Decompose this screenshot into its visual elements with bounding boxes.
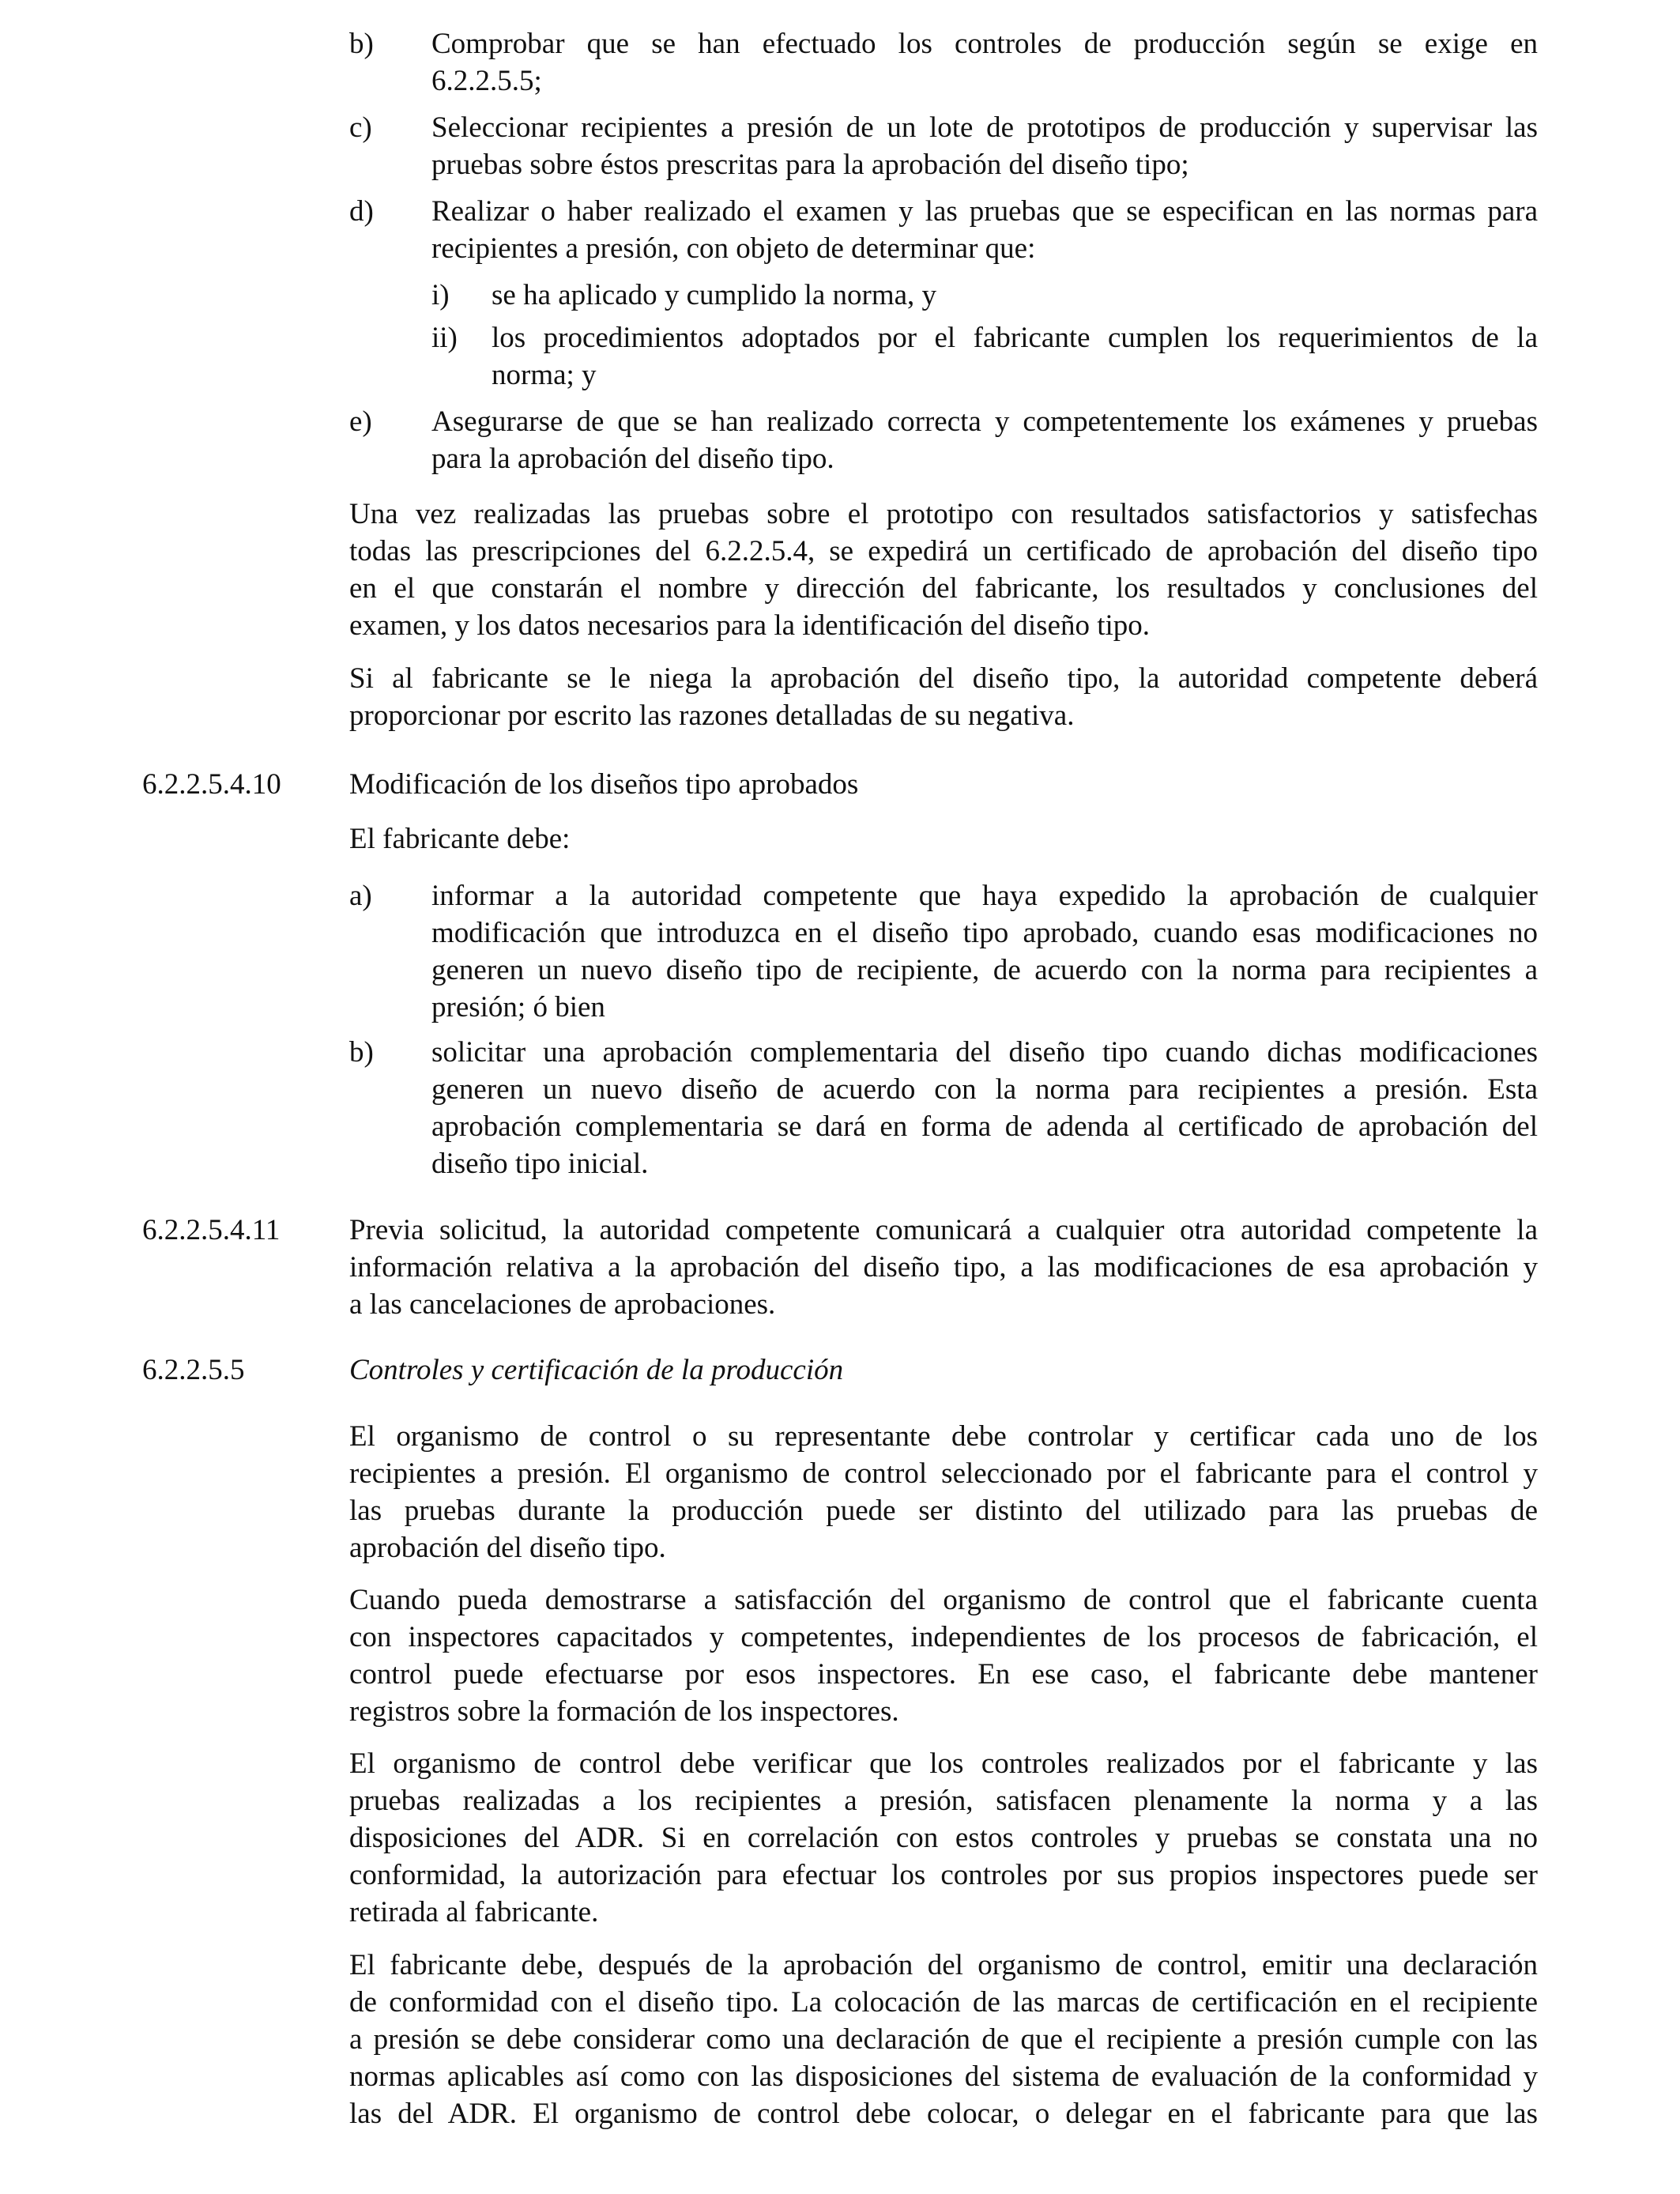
para-certificate-line-2: todas las prescripciones del 6.2.2.5.4, se expedirá un certificado de aprobación del diseño tipo [349, 535, 1538, 567]
section-number-4-10: 6.2.2.5.4.10 [142, 768, 281, 801]
list-marker-d: d) [349, 195, 374, 228]
list-item-e-line-1: Asegurarse de que se han realizado correcta y competentemente los exámenes y pruebas [431, 405, 1538, 438]
list-item-e-line-2: para la aprobación del diseño tipo. [431, 443, 834, 475]
section-5-5-p3-line-1: El organismo de control debe verificar que los controles realizados por el fabricante y las [349, 1747, 1538, 1780]
list-marker-e: e) [349, 405, 372, 438]
list-item-b-line-2: 6.2.2.5.5; [431, 65, 542, 97]
section-5-5-p4-line-4: normas aplicables así como con las disposiciones del sistema de evaluación de la conformidad y [349, 2060, 1538, 2093]
section-5-5-p4-line-1: El fabricante debe, después de la aprobación del organismo de control, emitir una declaración [349, 1949, 1538, 1981]
section-number-5-5: 6.2.2.5.5 [142, 1354, 245, 1386]
mod-list-item-b-line-2: generen un nuevo diseño de acuerdo con la norma para recipientes a presión. Esta [431, 1073, 1538, 1106]
para-refusal-line-1: Si al fabricante se le niega la aprobación del diseño tipo, la autoridad competente deberá [349, 662, 1538, 695]
sublist-item-ii-line-2: norma; y [492, 359, 597, 391]
section-intro-4-10: El fabricante debe: [349, 823, 571, 855]
para-certificate-line-4: examen, y los datos necesarios para la identificación del diseño tipo. [349, 609, 1151, 642]
mod-list-item-a-line-4: presión; ó bien [431, 991, 605, 1023]
section-5-5-p2-line-2: con inspectores capacitados y competentes, independientes de los procesos de fabricación, el [349, 1621, 1538, 1653]
para-refusal-line-2: proporcionar por escrito las razones detalladas de su negativa. [349, 699, 1075, 732]
section-5-5-p3-line-4: conformidad, la autorización para efectuar los controles por sus propios inspectores puede ser [349, 1859, 1538, 1891]
section-5-5-p4-line-2: de conformidad con el diseño tipo. La colocación de las marcas de certificación en el recipiente [349, 1986, 1538, 2019]
sublist-marker-i: i) [431, 279, 450, 311]
list-marker-c: c) [349, 111, 372, 144]
sublist-marker-ii: ii) [431, 322, 458, 354]
para-certificate-line-3: en el que constarán el nombre y dirección del fabricante, los resultados y conclusiones del [349, 572, 1538, 605]
mod-list-item-a-line-2: modificación que introduzca en el diseño tipo aprobado, cuando esas modificaciones no [431, 917, 1538, 949]
section-5-5-p3-line-5: retirada al fabricante. [349, 1896, 599, 1928]
list-item-c-line-2: pruebas sobre éstos prescritas para la aprobación del diseño tipo; [431, 149, 1189, 181]
section-4-11-line-3: a las cancelaciones de aprobaciones. [349, 1288, 776, 1321]
section-4-11-line-1: Previa solicitud, la autoridad competente comunicará a cualquier otra autoridad competente la [349, 1214, 1538, 1246]
section-5-5-p1-line-2: recipientes a presión. El organismo de control seleccionado por el fabricante para el control y [349, 1457, 1538, 1490]
section-5-5-p1-line-3: las pruebas durante la producción puede ser distinto del utilizado para las pruebas de [349, 1495, 1538, 1527]
mod-list-item-b-line-4: diseño tipo inicial. [431, 1148, 649, 1180]
list-item-d-line-2: recipientes a presión, con objeto de determinar que: [431, 232, 1036, 265]
section-number-4-11: 6.2.2.5.4.11 [142, 1214, 281, 1246]
list-item-d-line-1: Realizar o haber realizado el examen y las pruebas que se especifican en las normas para [431, 195, 1538, 228]
section-5-5-p2-line-4: registros sobre la formación de los inspectores. [349, 1695, 899, 1728]
sublist-item-i-line-1: se ha aplicado y cumplido la norma, y [492, 279, 937, 311]
mod-list-marker-b: b) [349, 1036, 374, 1069]
section-4-11-line-2: información relativa a la aprobación del diseño tipo, a las modificaciones de esa aprobación y [349, 1251, 1538, 1284]
section-5-5-p2-line-1: Cuando pueda demostrarse a satisfacción del organismo de control que el fabricante cuenta [349, 1584, 1538, 1616]
list-marker-b: b) [349, 28, 374, 60]
list-item-c-line-1: Seleccionar recipientes a presión de un lote de prototipos de producción y supervisar las [431, 111, 1538, 144]
list-item-b-line-1: Comprobar que se han efectuado los controles de producción según se exige en [431, 28, 1538, 60]
section-5-5-p4-line-5: las del ADR. El organismo de control debe colocar, o delegar en el fabricante para que las [349, 2098, 1538, 2130]
sublist-item-ii-line-1: los procedimientos adoptados por el fabricante cumplen los requerimientos de la [492, 322, 1538, 354]
mod-list-item-a-line-1: informar a la autoridad competente que haya expedido la aprobación de cualquier [431, 880, 1538, 912]
mod-list-item-b-line-3: aprobación complementaria se dará en forma de adenda al certificado de aprobación del [431, 1110, 1538, 1143]
section-5-5-p3-line-2: pruebas realizadas a los recipientes a presión, satisfacen plenamente la norma y a las [349, 1785, 1538, 1817]
section-5-5-p3-line-3: disposiciones del ADR. Si en correlación con estos controles y pruebas se constata una no [349, 1822, 1538, 1854]
section-5-5-p4-line-3: a presión se debe considerar como una declaración de que el recipiente a presión cumple con las [349, 2023, 1538, 2056]
section-title-4-10: Modificación de los diseños tipo aprobados [349, 768, 859, 801]
section-5-5-p1-line-1: El organismo de control o su representante debe controlar y certificar cada uno de los [349, 1420, 1538, 1453]
para-certificate-line-1: Una vez realizadas las pruebas sobre el prototipo con resultados satisfactorios y satisfechas [349, 498, 1538, 530]
section-5-5-p1-line-4: aprobación del diseño tipo. [349, 1532, 666, 1564]
section-5-5-p2-line-3: control puede efectuarse por esos inspectores. En ese caso, el fabricante debe mantener [349, 1658, 1538, 1691]
mod-list-item-a-line-3: generen un nuevo diseño tipo de recipiente, de acuerdo con la norma para recipientes a [431, 954, 1538, 986]
mod-list-marker-a: a) [349, 880, 372, 912]
section-title-5-5: Controles y certificación de la producción [349, 1354, 844, 1386]
mod-list-item-b-line-1: solicitar una aprobación complementaria del diseño tipo cuando dichas modificaciones [431, 1036, 1538, 1069]
